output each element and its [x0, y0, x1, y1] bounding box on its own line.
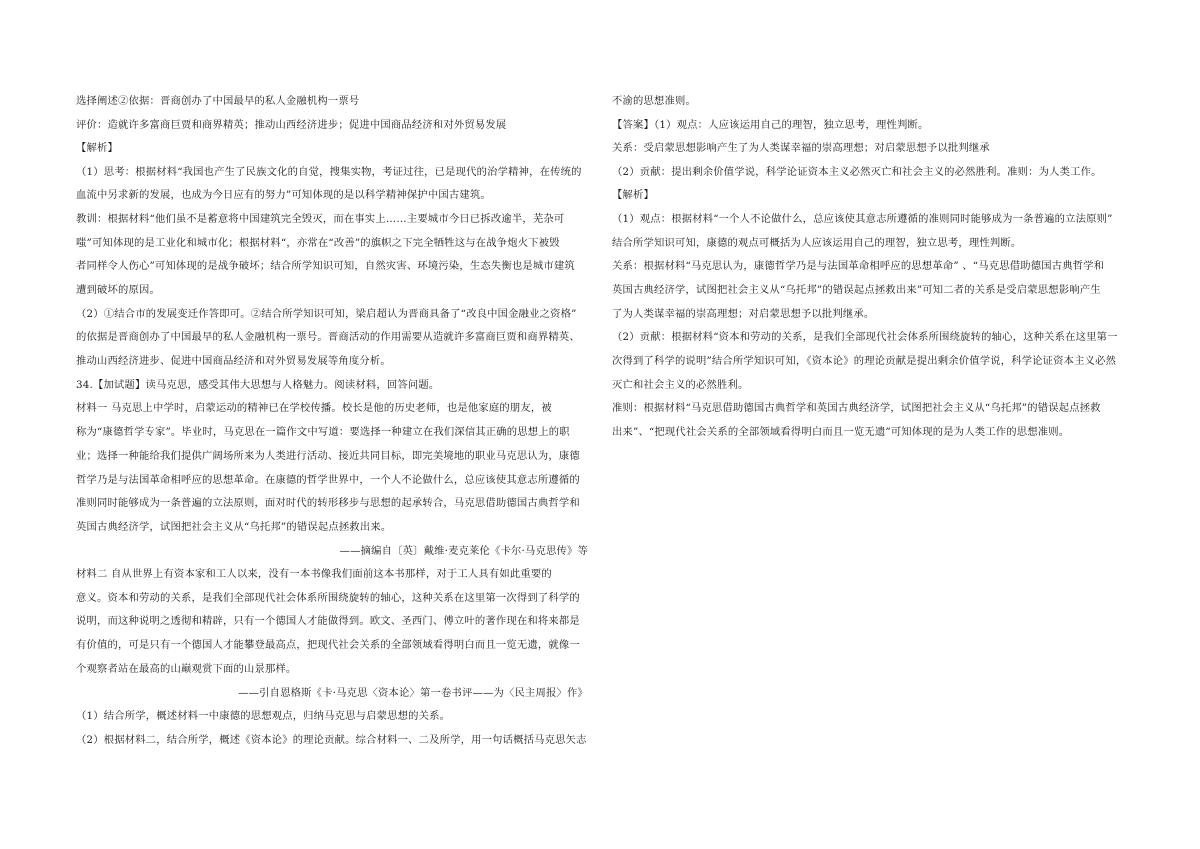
question-text: （2）根据材料二，结合所学，概述《资本论》的理论贡献。综合材料一、二及所学，用一句话概括马克思矢志 — [76, 734, 587, 746]
text-line: 出来”、“把现代社会关系的全部领域看得明白而且一览无遗”可知体现的是为人类工作的思想准则。 — [612, 426, 1070, 438]
material-text: 英国古典经济学，试图把社会主义从“乌托邦”的错误起点拯救出来。 — [76, 521, 392, 533]
text-line: （2）贡献：提出剩余价值学说，科学论证资本主义必然灭亡和社会主义的必然胜利。准则：为人类工作。 — [612, 166, 1102, 178]
text-line: 准则：根据材料“马克思借助德国古典哲学和英国古典经济学，试图把社会主义从“乌托邦”的错误起点拯救 — [612, 402, 1101, 414]
text-line: 评价：造就许多富商巨贾和商界精英；推动山西经济进步；促进中国商品经济和对外贸易发展 — [76, 119, 507, 131]
text-line: 教训：根据材料“他们虽不是蓄意将中国建筑完全毁灭，而在事实上……主要城市今日已拆改逾半，芜杂可 — [76, 213, 565, 225]
text-line: （1）思考：根据材料“我国也产生了民族文化的自觉，搜集实物，考证过往，已是现代的治学精神，在传统的 — [76, 166, 582, 178]
material-text: 准则同时能够成为一条普遍的立法原则，面对时代的转形移步与思想的起承转合，马克思借助德国古典哲学和 — [76, 497, 580, 509]
section-heading: 【解析】 — [76, 142, 118, 154]
text-line: 不渝的思想准则。 — [612, 95, 696, 107]
text-line: 结合所学知识可知，康德的观点可概括为人应该运用自己的理智，独立思考，理性判断。 — [612, 237, 1022, 249]
source-citation: ——引自恩格斯《卡·马克思〈资本论〉第一卷书评——为〈民主周报〉作》 — [238, 687, 588, 699]
text-line: 的依据是晋商创办了中国最早的私人金融机构一票号。晋商活动的作用需要从造就许多富商巨贾和商界精英、 — [76, 331, 580, 343]
section-heading: 【解析】 — [612, 189, 654, 201]
question-heading: 34.【加试题】读马克思，感受其伟大思想与人格魅力。阅读材料，回答问题。 — [76, 379, 440, 391]
text-line: 嗤”可知体现的是工业化和城市化；根据材料“，亦常在“改善”的旗帜之下完全牺牲这与在战争炮火下被毁 — [76, 237, 560, 249]
answer-heading: 【答案】（1）观点：人应该运用自己的理智，独立思考，理性判断。 — [612, 119, 929, 131]
material-text: 材料二 自从世界上有资本家和工人以来，没有一本书像我们面前这本书那样，对于工人具有如此重要的 — [76, 568, 552, 580]
text-line: 关系：根据材料“马克思认为，康德哲学乃是与法国革命相呼应的思想革命” 、“马克思借助德国古典哲学和 — [612, 260, 1105, 272]
text-line: 次得到了科学的说明”结合所学知识可知，《资本论》的理论贡献是提出剩余价值学说，科学论证资本主义必然 — [612, 355, 1117, 367]
text-line: 了为人类谋幸福的崇高理想；对启蒙思想予以批判继承。 — [612, 308, 875, 320]
text-line: 遭到破坏的原因。 — [76, 284, 160, 296]
material-text: 业；选择一种能给我们提供广阔场所来为人类进行活动、接近共同目标，即完美境地的职业马克思认为，康德 — [76, 450, 580, 462]
question-text: （1）结合所学，概述材料一中康德的思想观点，归纳马克思与启蒙思想的关系。 — [76, 710, 451, 722]
material-text: 说明，而这种说明之透彻和精辟，只有一个德国人才能做得到。欧文、圣西门、傅立叶的著作现在和将来都是 — [76, 615, 580, 627]
material-text: 个观察者站在最高的山巅观赏下面的山景那样。 — [76, 663, 297, 675]
material-text: 材料一 马克思上中学时，启蒙运动的精神已在学校传播。校长是他的历史老师，也是他家庭的朋友，被 — [76, 402, 552, 414]
text-line: 灭亡和社会主义的必然胜利。 — [612, 379, 749, 391]
source-citation: ——摘编自〔英〕戴维·麦克莱伦《卡尔·马克思传》等 — [339, 545, 588, 557]
text-line: （2）贡献：根据材料“资本和劳动的关系，是我们全部现代社会体系所围绕旋转的轴心，这种关系在这里第一 — [612, 331, 1118, 343]
material-text: 称为“康德哲学专家”。毕业时，马克思在一篇作文中写道：要选择一种建立在我们深信其正确的思想上的职 — [76, 426, 570, 438]
text-line: 推动山西经济进步、促进中国商品经济和对外贸易发展等角度分析。 — [76, 355, 391, 367]
text-line: 血流中另求新的发展，也成为今日应有的努力”可知体现的是以科学精神保护中国古建筑。 — [76, 189, 491, 201]
text-line: （2）①结合市的发展变迁作答即可。②结合所学知识可知，梁启超认为晋商具备了“改良中国金融业之资格” — [76, 308, 577, 320]
material-text: 哲学乃是与法国革命相呼应的思想革命。在康德的哲学世界中，一个人不论做什么，总应该使其意志所遵循的 — [76, 474, 580, 486]
material-text: 意义。资本和劳动的关系，是我们全部现代社会体系所围绕旋转的轴心，这种关系在这里第一次得到了科学的 — [76, 592, 580, 604]
text-line: （1）观点：根据材料“一个人不论做什么，总应该使其意志所遵循的准则同时能够成为一条普遍的立法原则” — [612, 213, 1113, 225]
text-line: 英国古典经济学，试图把社会主义从“乌托邦”的错误起点拯救出来”可知二者的关系是受启蒙思想影响产生 — [612, 284, 1101, 296]
material-text: 有价值的，可是只有一个德国人才能攀登最高点，把现代社会关系的全部领域看得明白而且一览无遗，就像一 — [76, 639, 580, 651]
text-line: 者同样令人伤心”可知体现的是战争破坏；结合所学知识可知，自然灾害、环境污染，生态失衡也是城市建筑 — [76, 260, 575, 272]
text-line: 选择阐述②依据：晋商创办了中国最早的私人金融机构一票号 — [76, 95, 360, 107]
text-line: 关系：受启蒙思想影响产生了为人类谋幸福的崇高理想；对启蒙思想予以批判继承 — [612, 142, 990, 154]
